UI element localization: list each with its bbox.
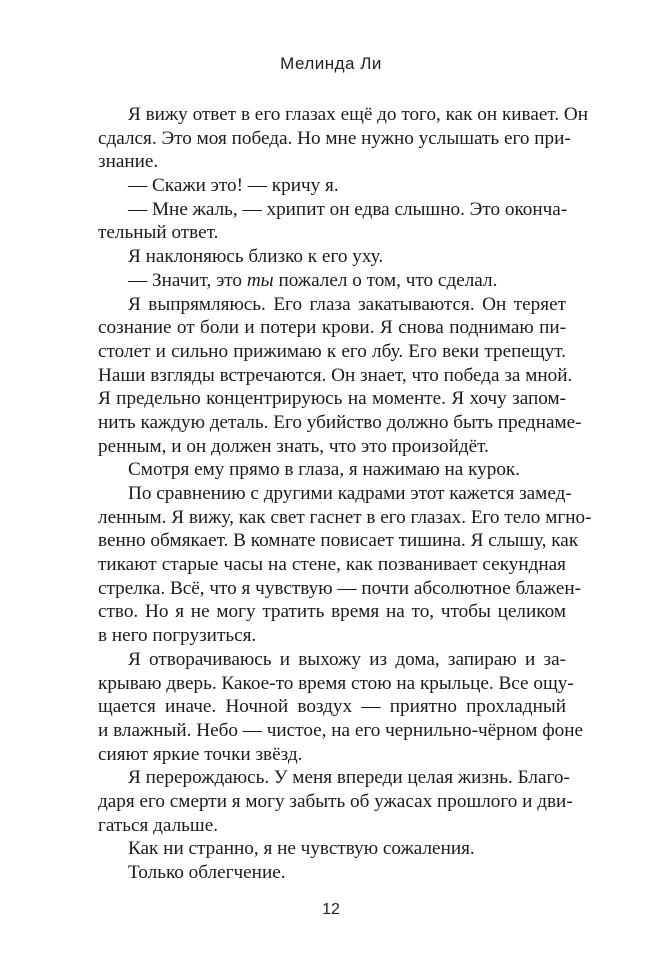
text-line: Наши взгляды встречаются. Он знает, что победа за мной.: [98, 364, 573, 386]
text-line: столет и сильно прижимаю к его лбу. Его веки трепещут.: [98, 340, 566, 362]
text-line: Я наклоняюсь близко к его уху.: [128, 246, 384, 268]
emphasis-text: ты: [246, 269, 274, 291]
text-line: гаться дальше.: [98, 814, 219, 836]
text-line: крываю дверь. Какое-то время стою на крыльце. Все ощу-: [98, 672, 574, 694]
text-run: — Значит, это: [128, 269, 247, 291]
paragraph: [98, 293, 582, 459]
text-line: Я перерождаюсь. У меня впереди целая жизнь. Благо-: [128, 767, 570, 789]
text-line: нить каждую деталь. Его убийство должно быть преднаме-: [98, 411, 582, 433]
text-line: сияют яркие точки звёзд.: [98, 743, 303, 765]
page-number: 12: [322, 901, 340, 918]
text-line: ренным, и он должен знать, что это произойдёт.: [98, 435, 489, 457]
text-line: тельный ответ.: [98, 222, 219, 244]
paragraph: [98, 174, 566, 198]
paragraph: [98, 482, 592, 648]
paragraph: [98, 766, 573, 837]
text-line: — Скажи это! — кричу я.: [128, 175, 339, 197]
text-line: Я предельно концентрируюсь на моменте. Я хочу запом-: [98, 388, 566, 410]
text-line: венно обмякает. В комнате повисает тишина. Я слышу, как: [98, 530, 579, 552]
paragraph: [98, 837, 566, 861]
text-line: ленным. Я вижу, как свет гаснет в его глазах. Его тело мгно-: [98, 506, 592, 528]
paragraph: [98, 269, 566, 293]
text-line: ство. Но я не могу тратить время на то, чтобы целиком: [98, 601, 566, 623]
text-line: Смотря ему прямо в глаза, я нажимаю на курок.: [128, 459, 521, 481]
text-line: Я выпрямляюсь. Его глаза закатываются. Он теряет: [128, 293, 566, 315]
text-line: Как ни странно, я не чувствую сожаления.: [128, 838, 475, 860]
text-line: в него погрузиться.: [98, 625, 257, 647]
text-line: Только облегчение.: [128, 862, 286, 883]
text-line: стрелка. Всё, что я чувствую — почти абсолютное блажен-: [98, 577, 581, 599]
text-line: сдался. Это моя победа. Но мне нужно услышать его при-: [98, 127, 571, 149]
paragraph: [98, 861, 566, 885]
text-line: щается иначе. Ночной воздух — приятно прохладный: [98, 696, 566, 718]
text-line: [98, 269, 566, 293]
text-line: тикают старые часы на стене, как позванивает секундная: [98, 554, 566, 576]
text-line: знание.: [98, 151, 159, 173]
paragraph: [98, 648, 584, 766]
text-line: — Мне жаль, — хрипит он едва слышно. Это оконча-: [128, 198, 568, 220]
body-text: [98, 103, 592, 885]
paragraph: [98, 198, 566, 245]
text-line: Я отворачиваюсь и выхожу из дома, запираю и за-: [128, 648, 566, 670]
text-line: сознание от боли и потери крови. Я снова поднимаю пи-: [98, 317, 566, 339]
text-line: Я вижу ответ в его глазах ещё до того, как он кивает. Он: [128, 104, 589, 125]
paragraph: [98, 458, 566, 482]
paragraph: [98, 245, 566, 269]
text-line: и влажный. Небо — чистое, на его чернильно-чёрном фоне: [98, 719, 584, 741]
text-line: даря его смерти я могу забыть об ужасах прошлого и дви-: [98, 790, 573, 812]
paragraph: [98, 103, 589, 174]
running-head: Мелинда Ли: [280, 54, 382, 73]
text-run: пожалел о том, что сделал.: [273, 269, 498, 291]
text-line: По сравнению с другими кадрами этот кажется замед-: [128, 483, 572, 504]
